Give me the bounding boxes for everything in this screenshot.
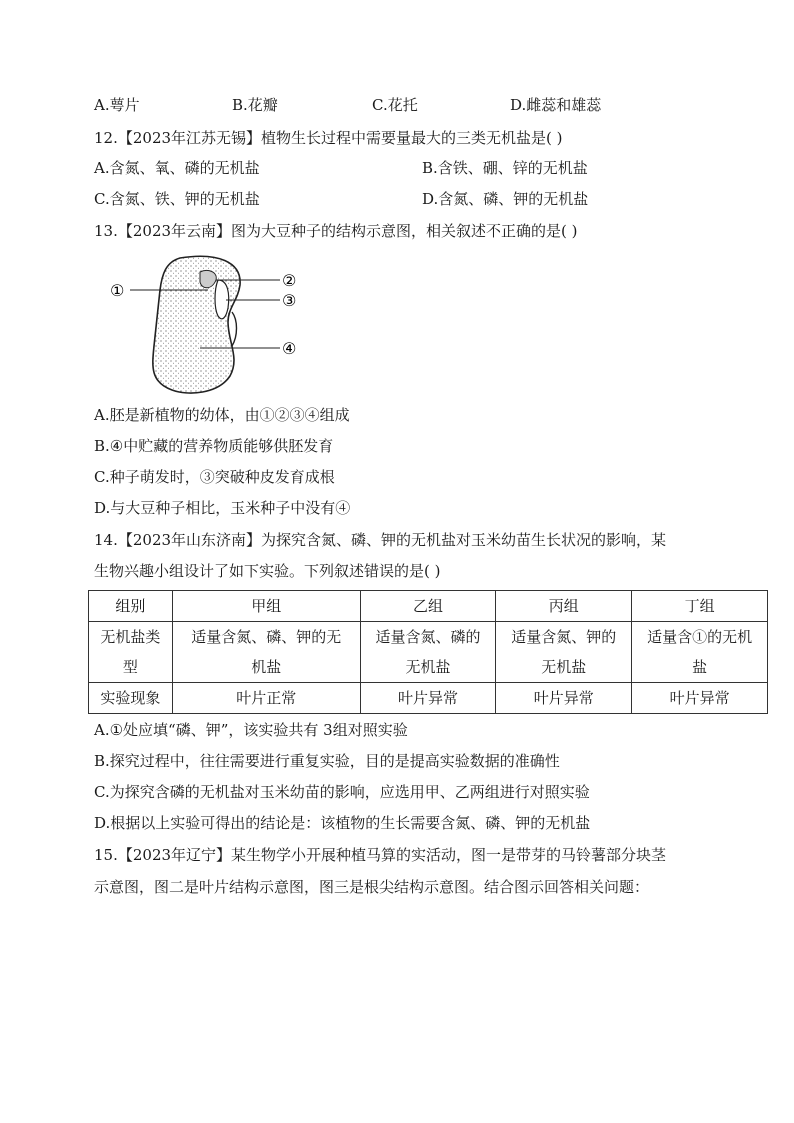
table-header-cell: 丁组 xyxy=(632,591,768,622)
q14-option-d: D.根据以上实验可得出的结论是：该植物的生长需要含氮、磷、钾的无机盐 xyxy=(94,814,591,832)
q11-option-b: B.花瓣 xyxy=(232,96,278,114)
table-header-cell: 乙组 xyxy=(360,591,496,622)
q13-option-b: B.④中贮藏的营养物质能够供胚发育 xyxy=(94,437,334,455)
table-cell: 叶片异常 xyxy=(496,683,632,714)
q11-option-a: A.萼片 xyxy=(94,96,140,114)
table-cell: 实验现象 xyxy=(89,683,173,714)
table-cell xyxy=(172,622,360,683)
q13-option-a: A.胚是新植物的幼体，由①②③④组成 xyxy=(94,406,350,424)
q12-stem: 12.【2023年江苏无锡】植物生长过程中需要量最大的三类无机盐是( ) xyxy=(94,129,563,147)
table-row xyxy=(89,622,768,683)
table-row xyxy=(89,683,768,714)
table-cell xyxy=(360,622,496,683)
q13-option-d: D.与大豆种子相比，玉米种子中没有④ xyxy=(94,499,351,517)
table-header-cell: 丙组 xyxy=(496,591,632,622)
cell-line: 适量含①的无机 xyxy=(647,628,753,646)
cell-line: 无机盐 xyxy=(405,658,451,676)
table-cell: 叶片异常 xyxy=(632,683,768,714)
table-cell: 叶片异常 xyxy=(360,683,496,714)
cell-line: 无机盐 xyxy=(541,658,587,676)
q13-option-c: C.种子萌发时，③突破种皮发育成根 xyxy=(94,468,335,486)
figure-label-1: ① xyxy=(110,281,125,300)
table-header-cell: 组别 xyxy=(89,591,173,622)
cell-line: 盐 xyxy=(692,658,708,676)
q14-stem-line1: 14.【2023年山东济南】为探究含氮、磷、钾的无机盐对玉米幼苗生长状况的影响，某 xyxy=(94,531,667,549)
q14-option-b: B.探究过程中，往往需要进行重复实验，目的是提高实验数据的准确性 xyxy=(94,752,560,770)
q14-option-c: C.为探究含磷的无机盐对玉米幼苗的影响，应选用甲、乙两组进行对照实验 xyxy=(94,783,590,801)
q14-stem-line2: 生物兴趣小组设计了如下实验。下列叙述错误的是( ) xyxy=(94,562,441,580)
q12-option-a: A.含氮、氧、磷的无机盐 xyxy=(94,159,260,177)
q15-line1: 15.【2023年辽宁】某生物学小开展种植马算的实活动，图一是带芽的马铃薯部分块茎 xyxy=(94,846,667,864)
q15-line2: 示意图，图二是叶片结构示意图，图三是根尖结构示意图。结合图示回答相关问题： xyxy=(94,878,650,896)
cell-line: 适量含氮、磷、钾的无 xyxy=(191,628,342,646)
cell-line: 型 xyxy=(122,658,138,676)
table-cell: 叶片正常 xyxy=(172,683,360,714)
q11-option-d: D.雌蕊和雄蕊 xyxy=(510,96,602,114)
figure-label-3: ③ xyxy=(282,291,297,310)
cell-line: 适量含氮、磷的 xyxy=(375,628,481,646)
table-header-cell: 甲组 xyxy=(172,591,360,622)
experiment-table xyxy=(88,590,768,714)
cell-line: 无机盐类 xyxy=(100,628,161,646)
table-cell xyxy=(496,622,632,683)
q14-option-a: A.①处应填“磷、钾”，该实验共有 3组对照实验 xyxy=(94,721,408,739)
soybean-seed-figure xyxy=(100,250,320,400)
cell-line: 适量含氮、钾的 xyxy=(511,628,617,646)
table-header-row xyxy=(89,591,768,622)
table-cell xyxy=(89,622,173,683)
q12-option-d: D.含氮、磷、钾的无机盐 xyxy=(422,190,589,208)
figure-label-2: ② xyxy=(282,271,297,290)
q12-option-c: C.含氮、铁、钾的无机盐 xyxy=(94,190,260,208)
q13-stem: 13.【2023年云南】图为大豆种子的结构示意图，相关叙述不正确的是( ) xyxy=(94,222,578,240)
q11-option-c: C.花托 xyxy=(372,96,418,114)
table-cell xyxy=(632,622,768,683)
figure-label-4: ④ xyxy=(282,339,297,358)
cell-line: 机盐 xyxy=(251,658,282,676)
q12-option-b: B.含铁、硼、锌的无机盐 xyxy=(422,159,588,177)
